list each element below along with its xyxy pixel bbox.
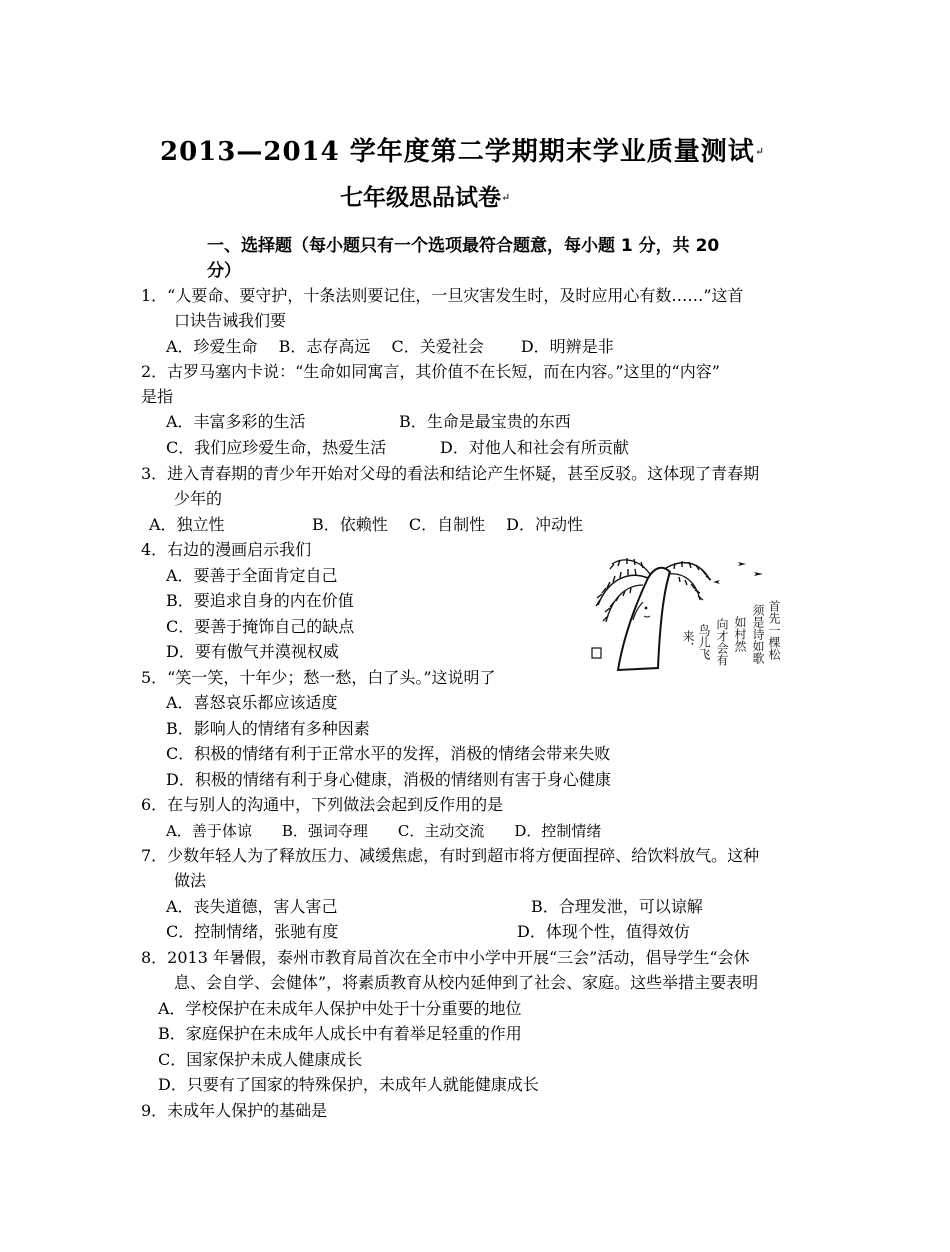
question-3-text: 3．进入青春期的青少年开始对父母的看法和结论产生怀疑，甚至反驳。这体现了青春期	[141, 464, 760, 483]
question-4-option-b: B．要追求自身的内在价值	[166, 591, 354, 610]
question-8-option-c: C．国家保护未成人健康成长	[158, 1050, 363, 1069]
question-5-option-d: D．积极的情绪有利于身心健康，消极的情绪则有害于身心健康	[166, 770, 611, 789]
section-heading-line1: 一、选择题（每小题只有一个选项最符合题意，每小题 1 分，共 20	[207, 236, 720, 256]
question-2-text-cont: 是指	[141, 387, 174, 406]
question-4-option-a: A．要善于全面肯定自己	[166, 566, 338, 585]
question-7-option-d: D．体现个性，值得效仿	[517, 922, 690, 941]
return-mark-icon: ↵	[501, 191, 511, 204]
poem-column-5: 鸟儿飞	[697, 624, 711, 660]
question-3-option-a: A．独立性	[149, 515, 225, 534]
question-1-text-cont: 口诀告诫我们要	[174, 311, 287, 330]
question-8-option-d: D．只要有了国家的特殊保护，未成年人就能健康成长	[158, 1075, 539, 1094]
tree-cartoon-image	[588, 550, 788, 672]
exam-subtitle-text: 七年级思品试卷	[340, 184, 501, 211]
poem-column-2: 须是诗如歌	[751, 604, 765, 664]
question-2-option-d: D．对他人和社会有所贡献	[440, 438, 629, 457]
return-mark-icon: ↵	[754, 145, 765, 158]
cartoon-illustration	[588, 550, 788, 672]
exam-title	[160, 136, 765, 168]
poem-column-3: 如村然	[733, 616, 747, 652]
question-7-option-a: A．丧失道德，害人害己	[166, 897, 338, 916]
question-6-text: 6．在与别人的沟通中，下列做法会起到反作用的是	[141, 795, 504, 814]
exam-title-text: 2013—2014 学年度第二学期期末学业质量测试	[160, 137, 755, 167]
question-7-option-c: C．控制情绪，张驰有度	[166, 922, 339, 941]
question-2-text: 2．古罗马塞内卡说：“生命如同寓言，其价值不在长短，而在内容。”这里的“内容”	[141, 362, 720, 381]
question-6-options: A．善于体谅 B．强词夺理 C．主动交流 D．控制情绪	[166, 822, 602, 840]
question-8-text-cont: 息、会自学、会健体”，将素质教育从校内延伸到了社会、家庭。这些举措主要表明	[174, 973, 759, 992]
question-2-option-a: A．丰富多彩的生活	[166, 412, 306, 431]
question-3-text-cont: 少年的	[174, 489, 223, 508]
question-4-option-d: D．要有傲气并漠视权威	[166, 642, 339, 661]
question-7-option-b: B．合理发泄，可以谅解	[531, 897, 703, 916]
question-2-option-c: C．我们应珍爱生命，热爱生活	[166, 438, 387, 457]
question-1-options: A．珍爱生命 B．志存高远 C．关爱社会 D．明辨是非	[166, 337, 614, 356]
question-9-text: 9．未成年人保护的基础是	[141, 1101, 328, 1120]
question-5-option-b: B．影响人的情绪有多种因素	[166, 719, 370, 738]
question-1-text: 1．“人要命、要守护，十条法则要记住，一旦灾害发生时，及时应用心有数……”这首	[141, 286, 744, 305]
poem-column-6: 来．	[681, 630, 695, 654]
poem-column-4: 向才会有	[715, 618, 729, 666]
question-8-option-b: B．家庭保护在未成年人成长中有着举足轻重的作用	[158, 1024, 522, 1043]
question-4-option-c: C．要善于掩饰自己的缺点	[166, 617, 355, 636]
question-3-options-rest: B．依赖性 C．自制性 D．冲动性	[312, 515, 584, 534]
poem-column-1: 首先一棵松	[767, 600, 781, 660]
question-5-text: 5．“笑一笑，十年少；愁一愁，白了头。”这说明了	[141, 668, 496, 687]
question-5-option-c: C．积极的情绪有利于正常水平的发挥，消极的情绪会带来失败	[166, 744, 611, 763]
question-5-option-a: A．喜怒哀乐都应该适度	[166, 693, 338, 712]
exam-subtitle	[340, 183, 510, 213]
question-7-text: 7．少数年轻人为了释放压力、减缓焦虑，有时到超市将方便面捏碎、给饮料放气。这种	[141, 846, 760, 865]
question-7-text-cont: 做法	[174, 871, 207, 890]
question-8-text: 8．2013 年暑假，泰州市教育局首次在全市中小学中开展“三会”活动，倡导学生“会休	[141, 948, 750, 967]
question-2-option-b: B．生命是最宝贵的东西	[399, 412, 571, 431]
section-heading-line2: 分）	[207, 261, 241, 281]
question-4-text: 4．右边的漫画启示我们	[141, 540, 312, 559]
question-8-option-a: A．学校保护在未成年人保护中处于十分重要的地位	[158, 999, 522, 1018]
